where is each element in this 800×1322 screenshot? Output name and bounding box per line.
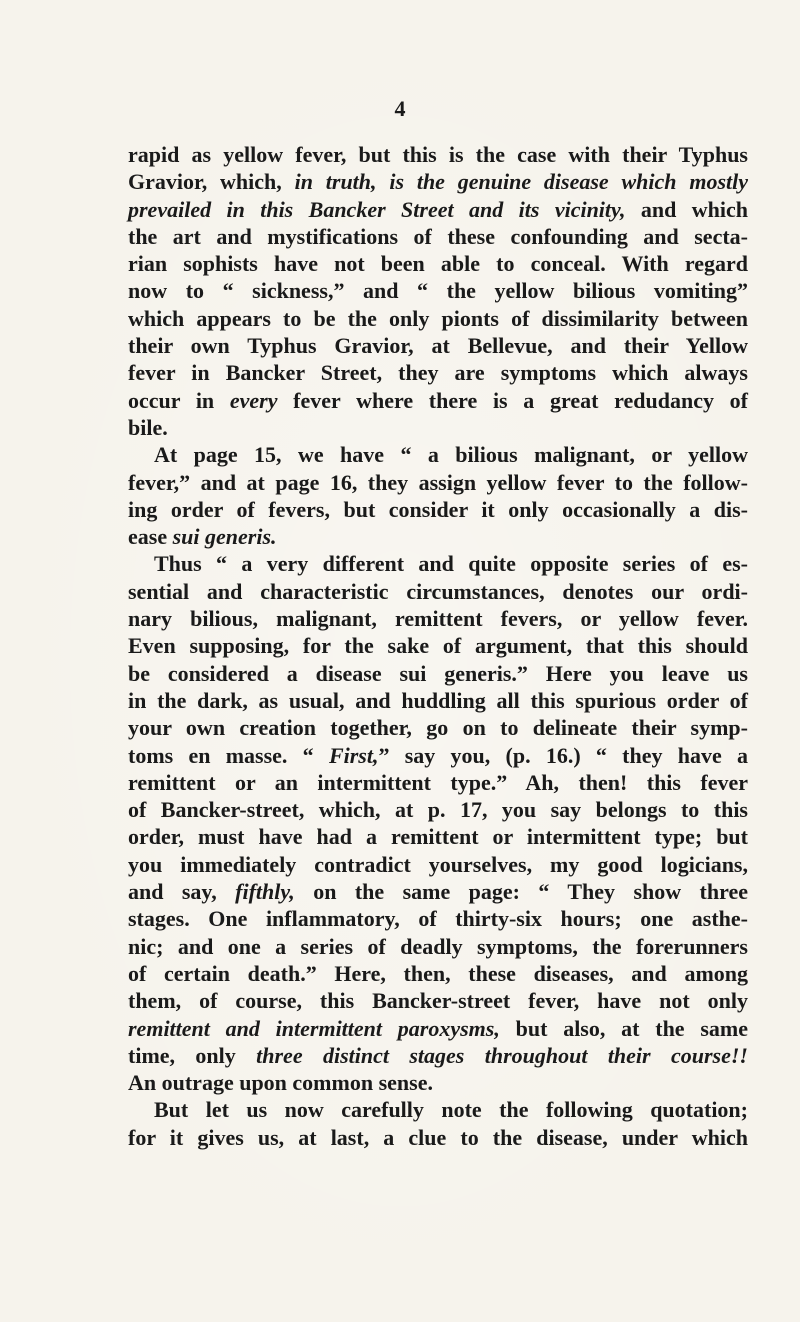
text-segment: them, of course, this Bancker-street fever, have not only — [128, 988, 748, 1014]
text-line — [128, 305, 748, 332]
text-segment: remittent or an intermittent type.” Ah, then! this fever — [128, 769, 748, 795]
text-line — [128, 714, 748, 741]
text-line — [128, 441, 748, 468]
text-line — [128, 277, 748, 304]
text-line — [128, 223, 748, 250]
italic-text: prevailed in this Bancker Street and its vicinity, — [128, 196, 626, 222]
text-segment: time, only — [128, 1042, 257, 1068]
text-segment: sential and characteristic circumstances, denotes our ordi- — [128, 578, 748, 604]
text-line — [128, 933, 748, 960]
text-segment: occur in — [128, 387, 230, 413]
text-segment: bile. — [128, 414, 168, 440]
text-segment: stages. One inflammatory, of thirty-six hours; one asthe- — [128, 906, 748, 932]
text-segment: which appears to be the only pionts of dissimilarity between — [128, 305, 748, 331]
text-line — [128, 1042, 748, 1069]
text-segment: but also, at the same — [499, 1015, 748, 1041]
text-line — [128, 141, 748, 168]
text-segment: order, must have had a remittent or intermittent type; but — [128, 824, 748, 850]
italic-text: remittent and intermittent paroxysms, — [128, 1015, 500, 1041]
text-segment: ” say you, (p. 16.) “ they have a — [378, 742, 748, 768]
text-line — [128, 605, 748, 632]
italic-text: sui generis. — [172, 524, 277, 550]
text-segment: of certain death.” Here, then, these diseases, and among — [128, 960, 748, 986]
text-segment: for it gives us, at last, a clue to the disease, under which — [128, 1124, 748, 1150]
text-segment: their own Typhus Gravior, at Bellevue, and their Yellow — [128, 333, 748, 359]
text-segment: fever where there is a great redudancy of — [277, 387, 748, 413]
text-segment: of Bancker-street, which, at p. 17, you say belongs to this — [128, 797, 748, 823]
italic-text: every — [229, 387, 278, 413]
text-line — [128, 687, 748, 714]
text-line — [128, 769, 748, 796]
text-segment: fever in Bancker Street, they are symptoms which always — [128, 360, 748, 386]
text-segment: on the same page: “ They show three — [294, 879, 748, 905]
text-segment: Gravior, which, — [128, 169, 295, 195]
text-line — [128, 1015, 748, 1042]
text-line — [128, 878, 748, 905]
text-line — [128, 550, 748, 577]
text-line — [128, 796, 748, 823]
text-line — [128, 742, 748, 769]
italic-text: First, — [328, 742, 379, 768]
text-line — [128, 1124, 748, 1151]
text-line — [128, 469, 748, 496]
text-segment: the art and mystifications of these confounding and secta- — [128, 223, 748, 249]
text-segment: and which — [625, 196, 748, 222]
italic-text: fifthly, — [235, 879, 295, 905]
text-line — [128, 196, 748, 223]
text-line — [128, 905, 748, 932]
text-segment: in the dark, as usual, and huddling all this spurious order of — [128, 687, 748, 713]
text-segment: ease — [128, 524, 173, 550]
text-segment: Even supposing, for the sake of argument, that this should — [128, 633, 748, 659]
text-segment: and say, — [128, 879, 236, 905]
italic-text: three distinct stages throughout their course!! — [256, 1042, 748, 1068]
text-segment: fever,” and at page 16, they assign yellow fever to the follow- — [128, 469, 748, 495]
text-line — [128, 332, 748, 359]
text-segment: nary bilious, malignant, remittent fevers, or yellow fever. — [128, 606, 748, 632]
text-line — [128, 578, 748, 605]
text-line — [128, 960, 748, 987]
text-line — [128, 632, 748, 659]
text-line — [128, 387, 748, 414]
text-segment: At page 15, we have “ a bilious malignant, or yellow — [154, 442, 748, 468]
page-number: 4 — [394, 96, 406, 121]
text-segment: ing order of fevers, but consider it only occasionally a dis- — [128, 496, 748, 522]
text-segment: An outrage upon common sense. — [128, 1070, 433, 1096]
text-line — [128, 414, 748, 441]
text-line — [128, 660, 748, 687]
text-segment: toms en masse. “ — [128, 742, 329, 768]
text-segment: now to “ sickness,” and “ the yellow bilious vomiting” — [128, 278, 748, 304]
body-text — [128, 141, 748, 1151]
text-segment: be considered a disease sui generis.” Here you leave us — [128, 660, 748, 686]
text-segment: But let us now carefully note the following quotation; — [154, 1097, 748, 1123]
text-segment: rapid as yellow fever, but this is the case with their Typhus — [128, 142, 748, 167]
text-line — [128, 523, 748, 550]
text-line — [128, 851, 748, 878]
text-segment: you immediately contradict yourselves, my good logicians, — [128, 851, 748, 877]
text-line — [128, 1069, 748, 1096]
text-line — [128, 496, 748, 523]
italic-text: in truth, is the genuine disease which mostly — [294, 169, 748, 195]
text-segment: Thus “ a very different and quite opposite series of es- — [154, 551, 748, 577]
text-segment: rian sophists have not been able to conceal. With regard — [128, 251, 748, 277]
text-line — [128, 250, 748, 277]
text-line — [128, 987, 748, 1014]
text-segment: your own creation together, go on to delineate their symp- — [128, 715, 748, 741]
text-line — [128, 359, 748, 386]
text-line — [128, 1096, 748, 1123]
text-segment: nic; and one a series of deadly symptoms, the forerunners — [128, 933, 748, 959]
text-line — [128, 823, 748, 850]
text-line — [128, 168, 748, 195]
